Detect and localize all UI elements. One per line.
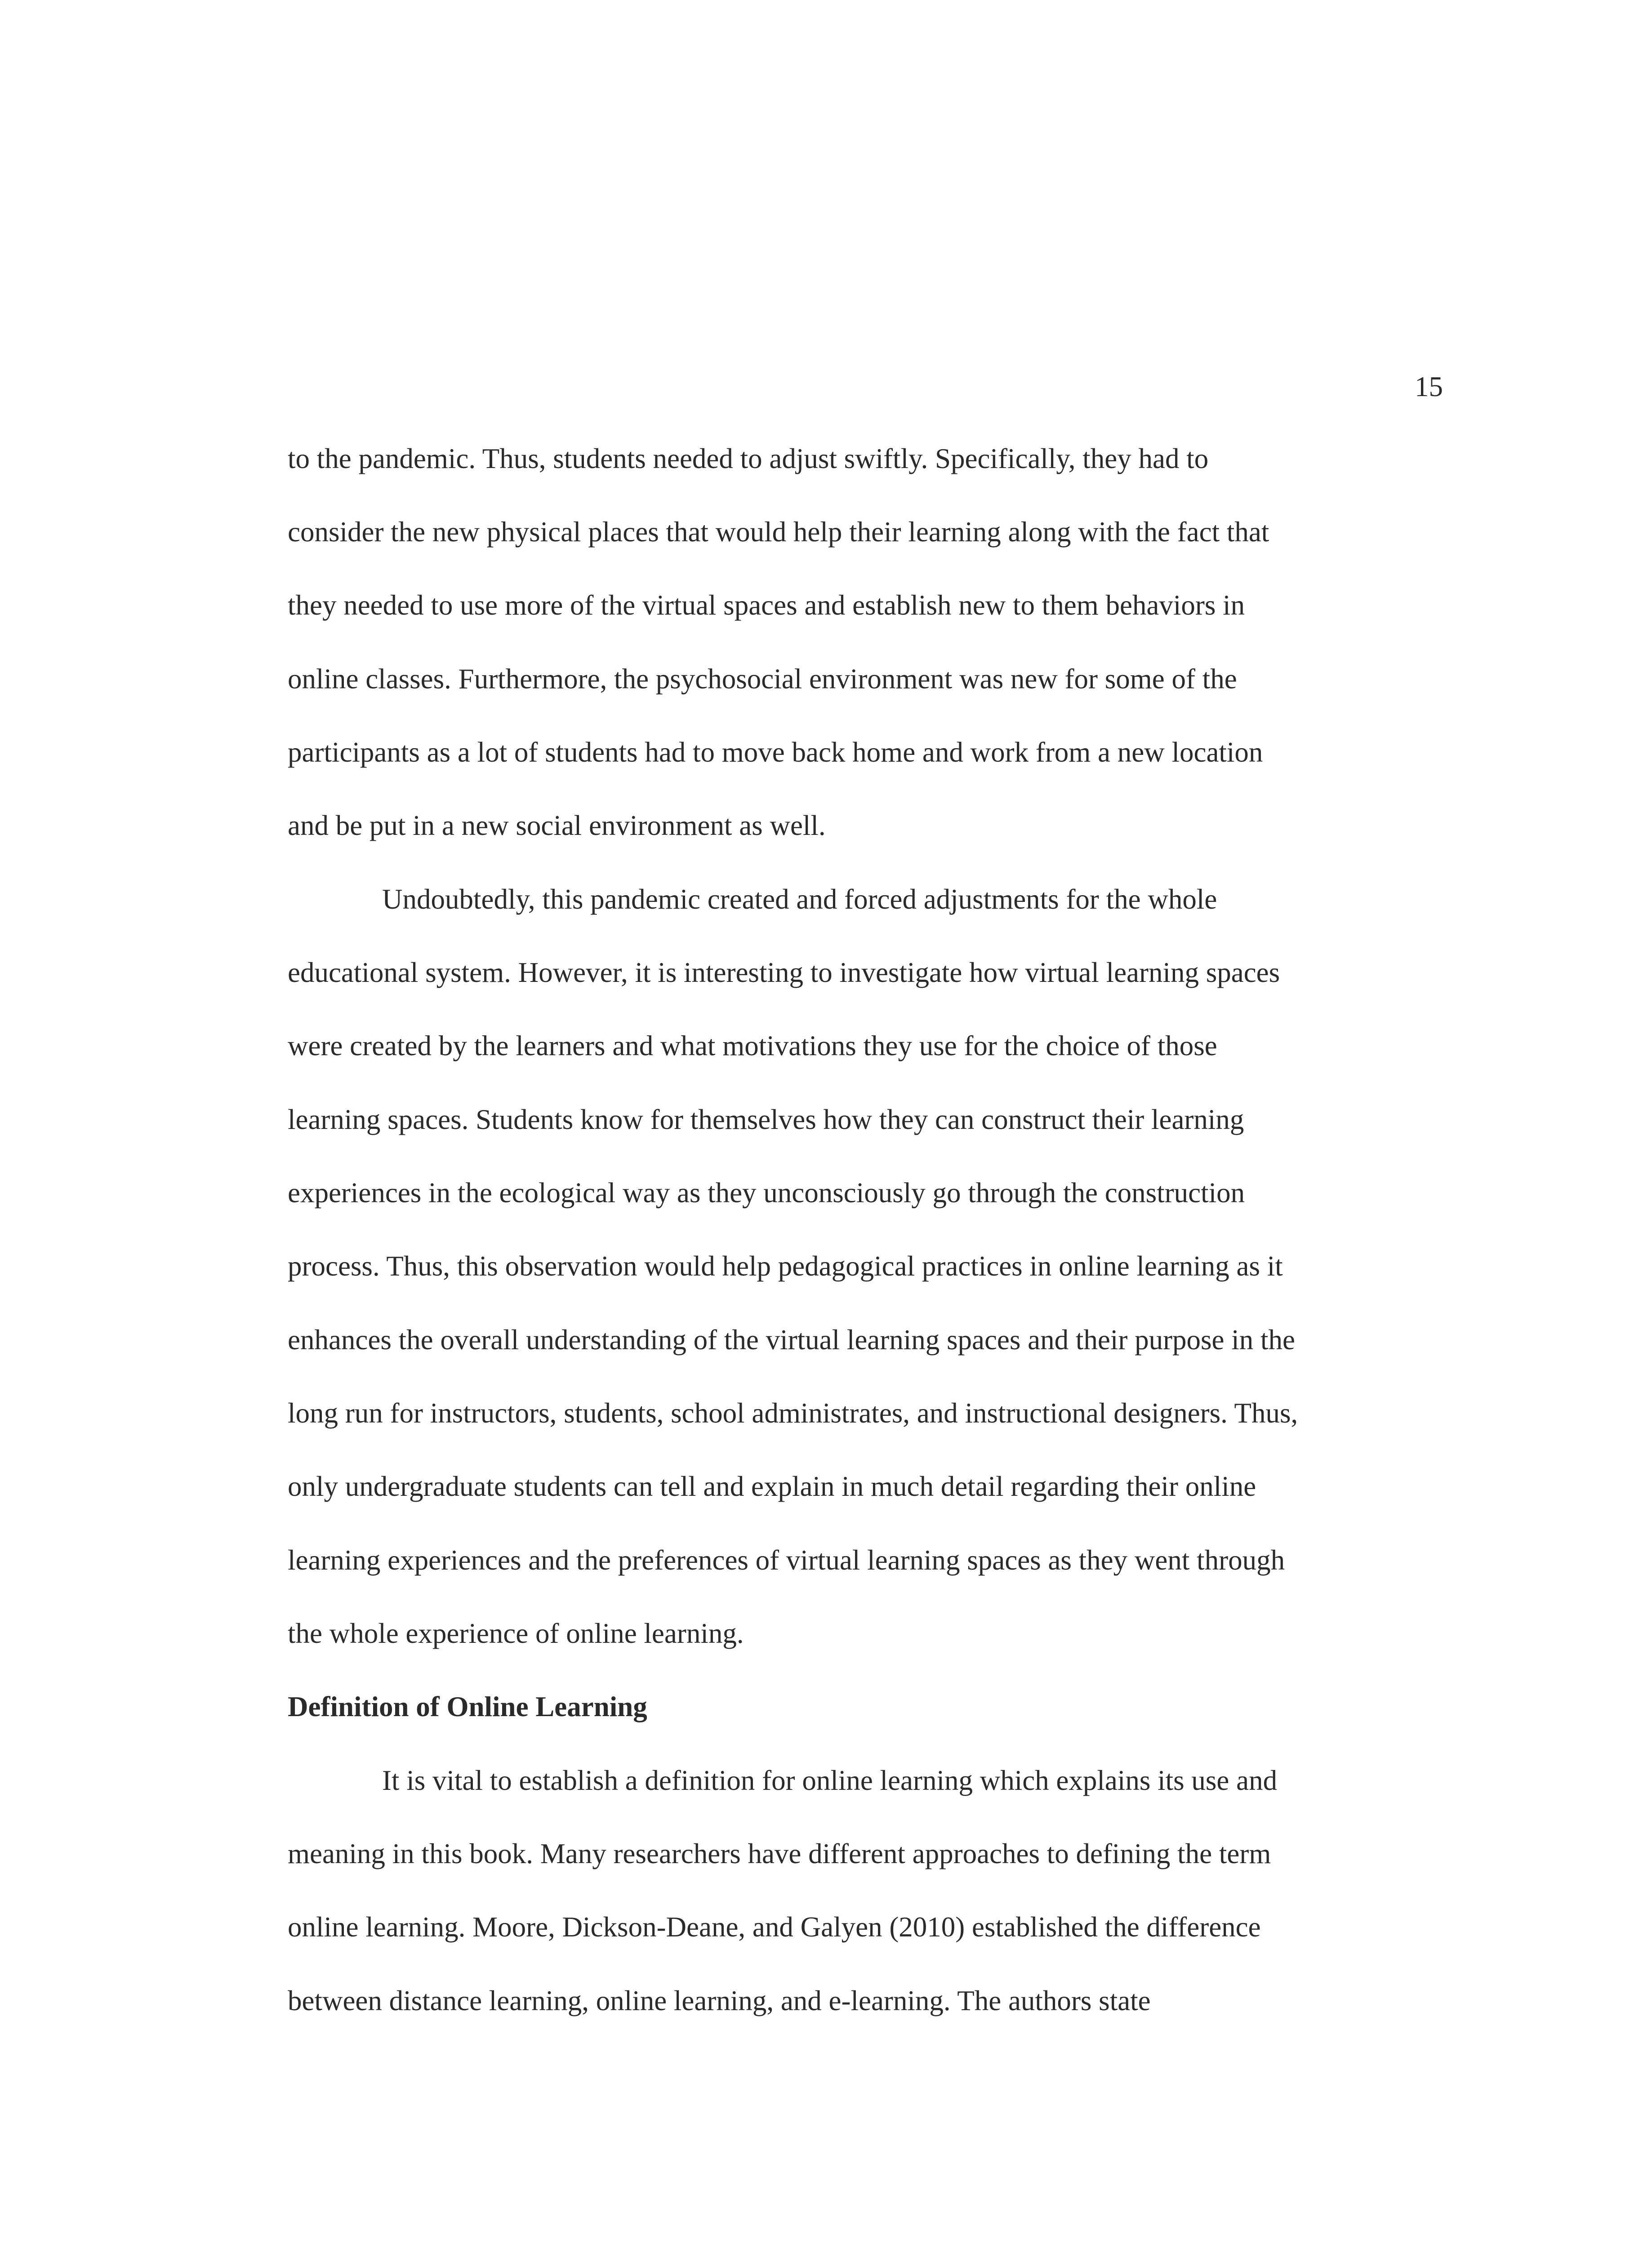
text-line: enhances the overall understanding of the virtual learning spaces and their purpose in the — [288, 1324, 1295, 1356]
text-line: consider the new physical places that would help their learning along with the fact that — [288, 516, 1269, 548]
text-line: to the pandemic. Thus, students needed to adjust swiftly. Specifically, they had to — [288, 443, 1209, 474]
page-number: 15 — [1415, 371, 1443, 402]
text-line: participants as a lot of students had to move back home and work from a new location — [288, 736, 1263, 768]
text-line: were created by the learners and what motivations they use for the choice of those — [288, 1030, 1217, 1062]
text-line: the whole experience of online learning. — [288, 1618, 744, 1649]
text-line: educational system. However, it is interesting to investigate how virtual learning spaces — [288, 957, 1280, 988]
text-line: Undoubtedly, this pandemic created and forced adjustments for the whole — [382, 883, 1217, 915]
text-line: online classes. Furthermore, the psychosocial environment was new for some of the — [288, 663, 1237, 695]
text-line: meaning in this book. Many researchers have different approaches to defining the term — [288, 1838, 1271, 1869]
text-line: learning experiences and the preferences of virtual learning spaces as they went through — [288, 1544, 1285, 1576]
text-line: experiences in the ecological way as they unconsciously go through the construction — [288, 1177, 1245, 1209]
text-line: online learning. Moore, Dickson-Deane, and Galyen (2010) established the difference — [288, 1911, 1261, 1943]
text-line: process. Thus, this observation would help pedagogical practices in online learning as it — [288, 1250, 1283, 1282]
text-line: long run for instructors, students, school administrates, and instructional designers. Thus, — [288, 1397, 1298, 1429]
text-line: they needed to use more of the virtual spaces and establish new to them behaviors in — [288, 589, 1245, 621]
text-line: learning spaces. Students know for themselves how they can construct their learning — [288, 1104, 1244, 1135]
text-line: only undergraduate students can tell and explain in much detail regarding their online — [288, 1471, 1256, 1502]
text-line: and be put in a new social environment as well. — [288, 810, 826, 841]
section-heading: Definition of Online Learning — [288, 1691, 647, 1722]
text-line: It is vital to establish a definition for online learning which explains its use and — [382, 1765, 1278, 1796]
text-line: between distance learning, online learning, and e-learning. The authors state — [288, 1985, 1151, 2016]
